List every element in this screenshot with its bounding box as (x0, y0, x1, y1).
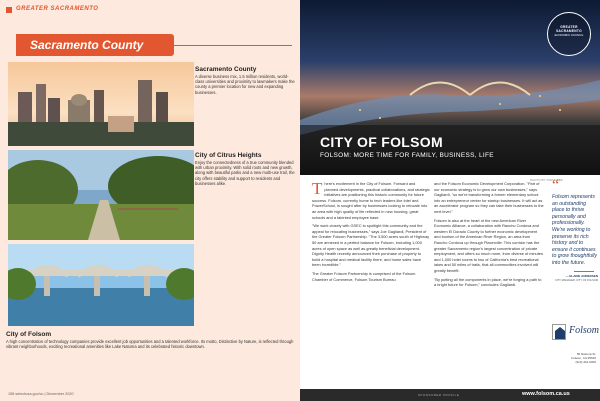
seal-line1: GREATER SACRAMENTO (556, 25, 582, 33)
caption-folsom (6, 331, 294, 349)
folsom-bridge-photo (8, 244, 194, 326)
paragraph: and the Folsom Economic Development Corporation. "Part of our economic strategy is to grow our own businesses," says Gagliardi, "so we're transforming a former elementary school into an entrepreneur center for startup businesses. It will act as an accelerator program so they can take their businesses to the next level." (434, 181, 544, 214)
running-head-text: GREATER SACRAMENTO (16, 6, 99, 12)
drop-cap: T (312, 179, 323, 198)
contact-address (556, 352, 596, 364)
left-footer: 158 selectusa.gov/cc | December 2020 (8, 392, 74, 396)
caption-body: A diverse business mix, 1.5 million residents, world-class universities and proximity to lawmakers make the county a premier location for new and expanding businesses. (195, 74, 295, 95)
paragraph: "By putting all the components in place, we're forging a path to a bright future for Folsom," concludes Gagliardi. (434, 276, 542, 288)
paragraph: "We work closely with GSEC to spotlight this community and the appeal for relocating businesses," says Joe Gagliardi, President of the Greater Folsom Partnership. "The 3,500 acres south of Highway 50 are annexed in a perfect balance for Folsom, including 1,000 acres of open space as well as greatly beneficial development. Dignity Health recently announced their purchase of property to build a hospital and medical facility there, and home sales have been incredible." (312, 223, 430, 268)
right-page (300, 0, 600, 401)
caption-sacramento (195, 66, 295, 95)
banner-title: Sacramento County (30, 38, 144, 52)
caption-citrus-heights (195, 152, 295, 186)
paragraph: Folsom is also at the heart of the new American River Economic Alliance, a collaboration with Rancho Cordova and western El Dorado County to further economic development and tourism of the American River Region, an area from Rancho Cordova up through Placerville. This corridor has the greater Sacramento region's largest concentration of private employment, and offers so much more, from diverse of minutes and 1,000 hotel rooms to two of California's best recreational lakes and 50 miles of trails, that all communities involved will greatly benefit. (434, 217, 543, 273)
quote-text: Folsom represents an outstanding place to thrive personally and professionally. We're working to preserve its rich history and to ensure it continues to grow thoughtfully into the future. (552, 194, 597, 266)
caption-heading: Sacramento County (195, 66, 257, 73)
pull-quote (552, 177, 598, 282)
title-block (320, 134, 494, 159)
address-line: Folsom, CA 95630 (571, 356, 596, 360)
quote-attribution-role: CITY MANAGER, CITY OF FOLSOM (555, 278, 598, 282)
photo-credit: PHOTO BY TOM GIBBS (530, 178, 563, 182)
quote-rule (574, 271, 594, 272)
article-column-1 (312, 181, 430, 285)
section-banner (16, 34, 174, 56)
gsec-seal-logo (547, 12, 591, 56)
article-column-2 (434, 181, 544, 291)
seal-line2: ECONOMIC COUNCIL (554, 33, 584, 37)
page-title: CITY OF FOLSOM (320, 134, 443, 150)
right-footer-bar (300, 389, 600, 401)
quote-attribution-name: — ELAINE ANDERSEN (565, 273, 598, 278)
banner-rule (174, 45, 292, 46)
footer-url-link[interactable]: www.folsom.ca.us (522, 391, 570, 397)
running-header (0, 0, 300, 24)
sacramento-skyline-photo (8, 62, 194, 146)
address-line: (916) 461-6000 (575, 360, 596, 364)
page-subtitle: FOLSOM: MORE TIME FOR FAMILY, BUSINESS, LIFE (320, 152, 494, 159)
paragraph: The Greater Folsom Partnership is comprised of the Folsom Chamber of Commerce, Folsom Tourism Bureau (312, 270, 416, 282)
address-line: 50 Natoma St. (576, 352, 596, 356)
caption-heading: City of Folsom (6, 331, 52, 338)
citrus-heights-trail-photo (8, 150, 194, 240)
caption-heading: City of Citrus Heights (195, 152, 262, 159)
paragraph (312, 181, 430, 220)
folsom-wordmark-logo: Folsom (569, 325, 599, 336)
quote-mark-icon: “ (552, 177, 560, 194)
caption-body: Enjoy the connectedness of a true community blended with urban proximity. With solid roots and new growth, along with beautiful parks and a new multi-use trail, the city offers stability and support to residents and businesses alike. (195, 160, 295, 186)
header-square-icon (6, 7, 12, 13)
paragraph-text: here's excitement in the City of Folsom. Forward and planned developments, practical collaborations, and strategic initiatives are positioning this historic community for future success. Folsom, currently home to tech leaders like Intel and PowerSchool, is sought after by businesses looking to relocate into an area with high quality of life reflected in new housing, great schools and a talented employee base. (312, 181, 430, 220)
caption-body: A high concentration of technology companies provide excellent job opportunities and a talented workforce. Its motto, Distinctive by Nature, is reflected through vibrant neighborhoods, exciting recreational amenities like Lake Natoma and its celebrated historic downtown. (6, 339, 294, 350)
folsom-crest-logo (552, 324, 566, 340)
footer-label: SPONSORED PROFILE (418, 393, 460, 397)
sponsor-logos (552, 322, 598, 342)
